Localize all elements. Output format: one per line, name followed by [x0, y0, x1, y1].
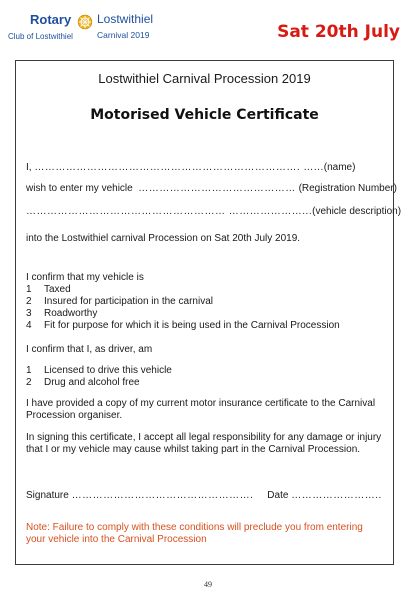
- list-item-text: Drug and alcohol free: [44, 377, 140, 388]
- list-item: [26, 365, 384, 377]
- rotary-logo: [8, 8, 153, 52]
- registration-line[interactable]: [26, 183, 397, 195]
- list-item-text: Licensed to drive this vehicle: [44, 365, 172, 376]
- logo-word: Rotary: [30, 12, 72, 27]
- responsibility-paragraph: In signing this certificate, I accept all legal responsibility for any damage or injury that I or my vehicle may cause whilst taking part in the Carnival Procession.: [26, 432, 382, 455]
- compliance-note: Note: Failure to comply with these conditions will preclude you from entering your vehicle into the Carnival Procession: [26, 522, 363, 545]
- registration-suffix: (Registration Number): [298, 183, 397, 194]
- list-item-number: 2: [26, 296, 32, 307]
- page-number: 49: [204, 580, 212, 589]
- list-item-number: 1: [26, 365, 32, 376]
- name-line[interactable]: [26, 162, 385, 174]
- logo-club: Club of Lostwithiel: [8, 32, 73, 41]
- rotary-wheel-icon: [77, 14, 93, 30]
- vehicle-section: [26, 272, 384, 332]
- date-banner: Sat 20th July: [277, 22, 400, 42]
- registration-dots: ………………………………………: [138, 183, 296, 194]
- certificate-title: Lostwithiel Carnival Procession 2019: [98, 71, 311, 86]
- vehicle-intro: I confirm that my vehicle is: [26, 272, 144, 283]
- insurance-paragraph: I have provided a copy of my current motor insurance certificate to the Carnival Procession organiser.: [26, 398, 376, 421]
- signature-label: Signature: [26, 490, 69, 501]
- registration-prefix: wish to enter my vehicle: [26, 183, 133, 194]
- list-item-text: Fit for purpose for which it is being used in the Carnival Procession: [44, 320, 340, 331]
- list-item-text: Insured for participation in the carnival: [44, 296, 213, 307]
- name-prefix: I,: [26, 162, 32, 173]
- list-item: [26, 296, 384, 308]
- list-item-number: 1: [26, 284, 32, 295]
- name-dots: …………………………………………………………………. …...: [34, 162, 324, 173]
- vehicle-list: [26, 284, 384, 332]
- procession-line: into the Lostwithiel carnival Procession on Sat 20th July 2019.: [26, 233, 301, 244]
- logo-town: Lostwithiel: [97, 12, 154, 26]
- driver-section: [26, 365, 384, 389]
- list-item: [26, 377, 384, 389]
- date-dots: ……………………..: [291, 490, 382, 501]
- driver-intro: I confirm that I, as driver, am: [26, 344, 153, 355]
- logo-carnival: Carnival 2019: [97, 30, 150, 40]
- description-dots: ………………………………………………… …………………...: [26, 206, 313, 217]
- driver-list: [26, 365, 384, 389]
- certificate-box: [15, 60, 402, 565]
- certificate-subtitle: Motorised Vehicle Certificate: [90, 107, 319, 123]
- list-item: [26, 320, 384, 332]
- list-item-text: Taxed: [44, 284, 71, 295]
- list-item-number: 2: [26, 377, 32, 388]
- list-item-number: 4: [26, 320, 32, 331]
- signature-dots: …………………………………………….: [71, 490, 254, 501]
- page-header: [0, 0, 416, 60]
- list-item-text: Roadworthy: [44, 308, 98, 319]
- list-item: [26, 284, 384, 296]
- list-item: [26, 308, 384, 320]
- signature-line[interactable]: [26, 490, 385, 502]
- description-line[interactable]: [26, 206, 402, 218]
- list-item-number: 3: [26, 308, 32, 319]
- date-label: Date: [267, 490, 289, 501]
- description-suffix: (vehicle description): [312, 206, 402, 217]
- name-suffix: (name): [323, 162, 356, 173]
